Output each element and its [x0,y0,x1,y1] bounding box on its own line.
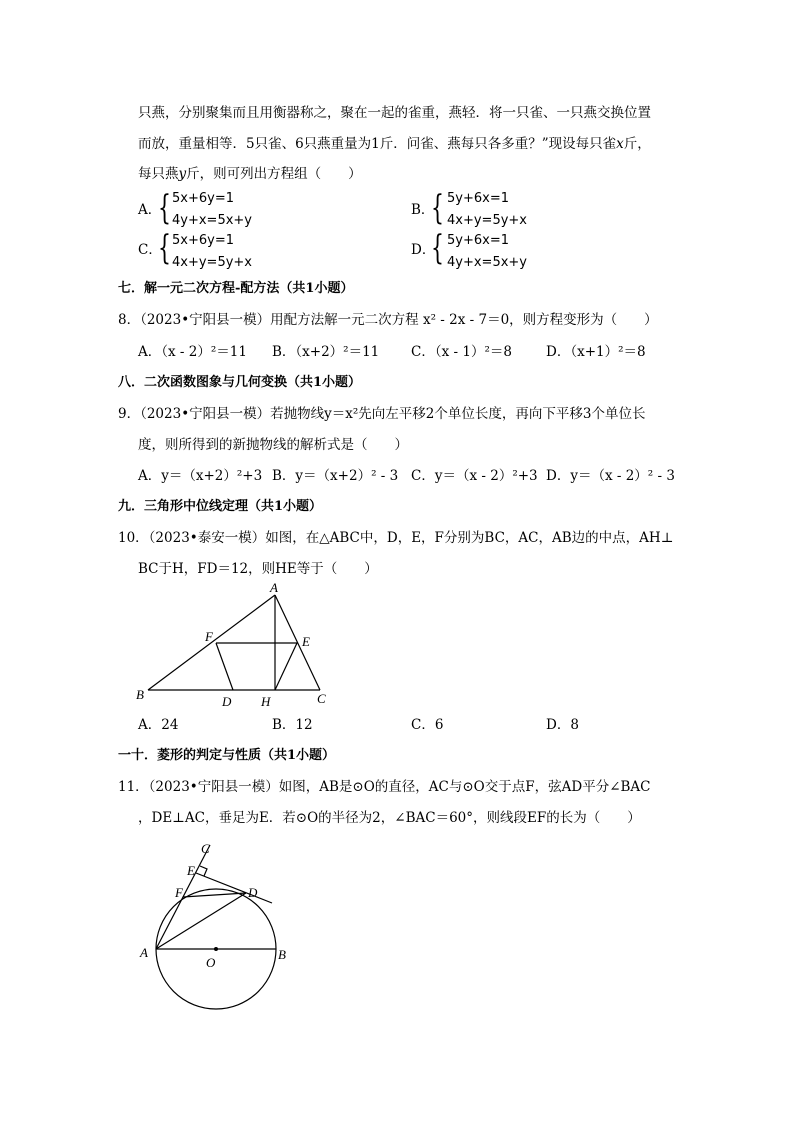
segment-fd [216,643,233,690]
chord-ad [156,893,246,949]
section-title-10: 一十．菱形的判定与性质（共1小题） [118,748,336,763]
q9-line-1: 9．（2023•宁阳县一模）若抛物线y＝x²先向左平移2个单位长度，再向下平移3个单位长 [118,406,646,422]
label-h: H [261,694,271,709]
label-c: C [201,841,210,856]
equation: 4y+x=5x+y [447,255,527,270]
label-e: E [187,863,195,878]
circle-diagram [130,835,300,1015]
q10-option-b[interactable]: B．12 [272,717,313,733]
q9-option-b[interactable]: B．y＝（x+2）² - 3 [272,468,399,484]
q10-option-a[interactable]: A．24 [138,717,179,733]
label-f: F [205,629,213,644]
brace-icon: { [431,188,444,228]
q7-line-1: 只燕，分别聚集而且用衡器称之，聚在一起的雀重，燕轻．将一只雀、一只燕交换位置 [138,105,651,121]
label-b: B [278,947,286,962]
section-title-7: 七．解一元二次方程-配方法（共1小题） [118,281,354,296]
label-o: O [206,955,216,970]
section-title-9: 九．三角形中位线定理（共1小题） [118,499,323,514]
q9-option-a[interactable]: A．y＝（x+2）²+3 [138,468,263,484]
q10-line-2: BC于H，FD＝12，则HE等于（ ） [138,561,378,577]
option-label: B． [411,202,435,218]
q9-option-d[interactable]: D．y＝（x - 2）² - 3 [546,468,675,484]
equation: 4x+y=5y+x [447,213,527,228]
q10-option-d[interactable]: D．8 [546,717,579,733]
center-dot [214,947,218,951]
q7-line-3: 每只燕y斤，则可列出方程组（ ） [138,166,362,182]
q9-option-c[interactable]: C．y＝（x - 2）²+3 [411,468,538,484]
tangent-ed [196,873,272,903]
label-b: B [136,687,144,702]
q9-line-2: 度，则所得到的新抛物线的解析式是（ ） [138,437,408,453]
label-d: D [222,694,232,709]
equation: 5y+6x=1 [447,233,509,248]
label-c: C [317,691,326,706]
option-label: C． [138,242,162,258]
q8-stem: 8．（2023•宁阳县一模）用配方法解一元二次方程 x² - 2x - 7＝0，则方程变形为（ ） [118,312,658,328]
equation: 5x+6y=1 [172,233,234,248]
label-a: A [140,945,148,960]
q8-option-d[interactable]: D．（x+1）²＝8 [546,344,646,360]
segment-he [275,643,297,690]
label-f: F [175,885,183,900]
brace-icon: { [431,228,444,268]
label-e: E [302,634,310,649]
equation: 4x+y=5y+x [172,255,252,270]
q8-option-c[interactable]: C．（x - 1）²＝8 [411,344,512,360]
equation: 5x+6y=1 [172,191,234,206]
label-a: A [270,582,278,595]
brace-icon: { [158,228,171,268]
option-label: A． [138,202,162,218]
brace-icon: { [158,188,171,228]
section-title-8: 八．二次函数图象与几何变换（共1小题） [118,375,362,390]
q11-line-1: 11．（2023•宁阳县一模）如图，AB是⊙O的直径，AC与⊙O交于点F，弦AD平分∠BAC [118,779,651,795]
q10-line-1: 10．（2023•泰安一模）如图，在△ABC中，D，E，F分别为BC，AC，AB边的中点，AH⊥ [118,530,674,546]
q11-line-2: ，DE⊥AC，垂足为E．若⊙O的半径为2，∠BAC＝60°，则线段EF的长为（ ） [138,810,641,826]
equation: 5y+6x=1 [447,191,509,206]
q10-option-c[interactable]: C．6 [411,717,444,733]
q8-option-b[interactable]: B．（x+2）²＝11 [272,344,380,360]
triangle-diagram [130,582,340,712]
option-label: D． [411,242,436,258]
equation: 4y+x=5x+y [172,213,252,228]
q7-line-2: 而放，重量相等．5只雀、6只燕重量为1斤．问雀、燕每只各多重？”现设每只雀x斤， [138,136,651,152]
q8-option-a[interactable]: A．（x - 2）²＝11 [138,344,247,360]
label-d: D [248,885,258,900]
